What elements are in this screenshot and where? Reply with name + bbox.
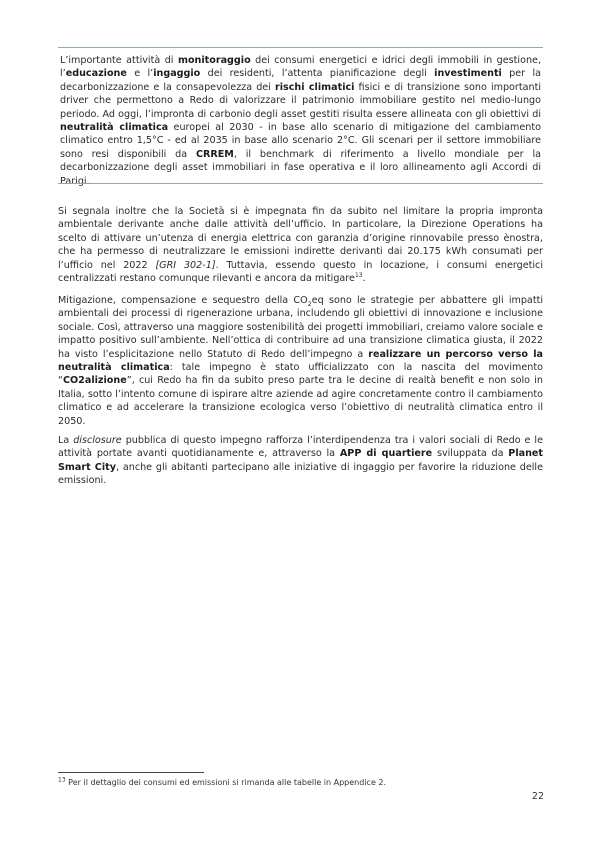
page-number: 22 bbox=[531, 791, 544, 802]
highlight-box-text: L’importante attività di monitoraggio dei consumi energetici e idrici degli immobili in gestione, l’educazione e l’ingaggio dei residenti, l’attenta pianificazione degli investimenti per la decarbonizzazione e la consapevolezza dei rischi climatici fisici e di transizione sono importanti driver che permettono a Redo di valorizzare il patrimonio immobiliare gestito nel medio-lungo periodo. Ad oggi, l’impronta di carbonio degli asset gestiti risulta essere allineata con gli obiettivi di neutralità climatica europei al 2030 - in base allo scenario di mitigazione del cambiamento climatico entro 1,5°C - ed al 2035 in base allo scenario 2°C. Gli scenari per il settore immobiliare sono resi disponibili da CRREM, il benchmark di riferimento a livello mondiale per la decarbonizzazione degli asset immobiliari in fase operativa e il loro allineamento agli Accordi di Parigi. bbox=[60, 55, 542, 187]
paragraph-disclosure: La disclosure pubblica di questo impegno rafforza l’interdipendenza tra i valori sociali di Redo e le attività portate avanti quotidianamente e, attraverso la APP di quartiere sviluppata da Planet Smart City, anche gli abitanti partecipano alle iniziative di ingaggio per favorire la riduzione delle emissioni. bbox=[58, 435, 543, 487]
box-bottom-rule bbox=[58, 183, 543, 184]
box-top-rule bbox=[58, 47, 543, 48]
footnote: $^{13}$ Per il dettaglio dei consumi ed emissioni si rimanda alle tabelle in Appendice 2. bbox=[58, 776, 387, 787]
footnote-separator bbox=[58, 772, 204, 773]
footnote-reference: 13 bbox=[354, 271, 363, 279]
paragraph-office-footprint: Si segnala inoltre che la Società si è impegnata fin da subito nel limitare la propria impronta ambientale derivante anche dalle attività dell’ufficio. In particolare, la Direzione Operations ha scelto di attivare un’utenza di energia elettrica con garanzia d’origine rinnovabile presso ènostra, che ha permesso di neutralizzare le emissioni indirette derivanti dai 20.175 kWh consumati per l’ufficio nel 2022 [GRI 302-1]. Tuttavia, essendo questo in locazione, i consumi energetici centralizzati restano comunque rilevanti e ancora da mitigare$^{13}$. bbox=[58, 206, 543, 285]
paragraph-climate-neutrality: Mitigazione, compensazione e sequestro della $CO_2eq$ sono le strategie per abbattere gli impatti ambientali dei processi di rigenerazione urbana, includendo gli obiettivi di innovazione e inclusione sociale. Così, attraverso una maggiore sostenibilità dei progetti immobiliari, creiamo valore sociale e impatto positivo sull’ambiente. Nell’ottica di contribuire ad una transizione climatica giusta, il 2022 ha visto l’esplicitazione nello Statuto di Redo dell’impegno a realizzare un percorso verso la neutralità climatica: tale impegno è stato ufficializzato con la nascita del movimento “CO2alizione”, cui Redo ha fin da subito preso parte tra le decine di realtà benefit e non solo in Italia, sotto l’intento comune di ispirare altre aziende ad agire concretamente contro il cambiamento climatico e ad accelerare la transizione ecologica verso l’obiettivo di neutralità climatica entro il 2050. bbox=[58, 295, 544, 427]
